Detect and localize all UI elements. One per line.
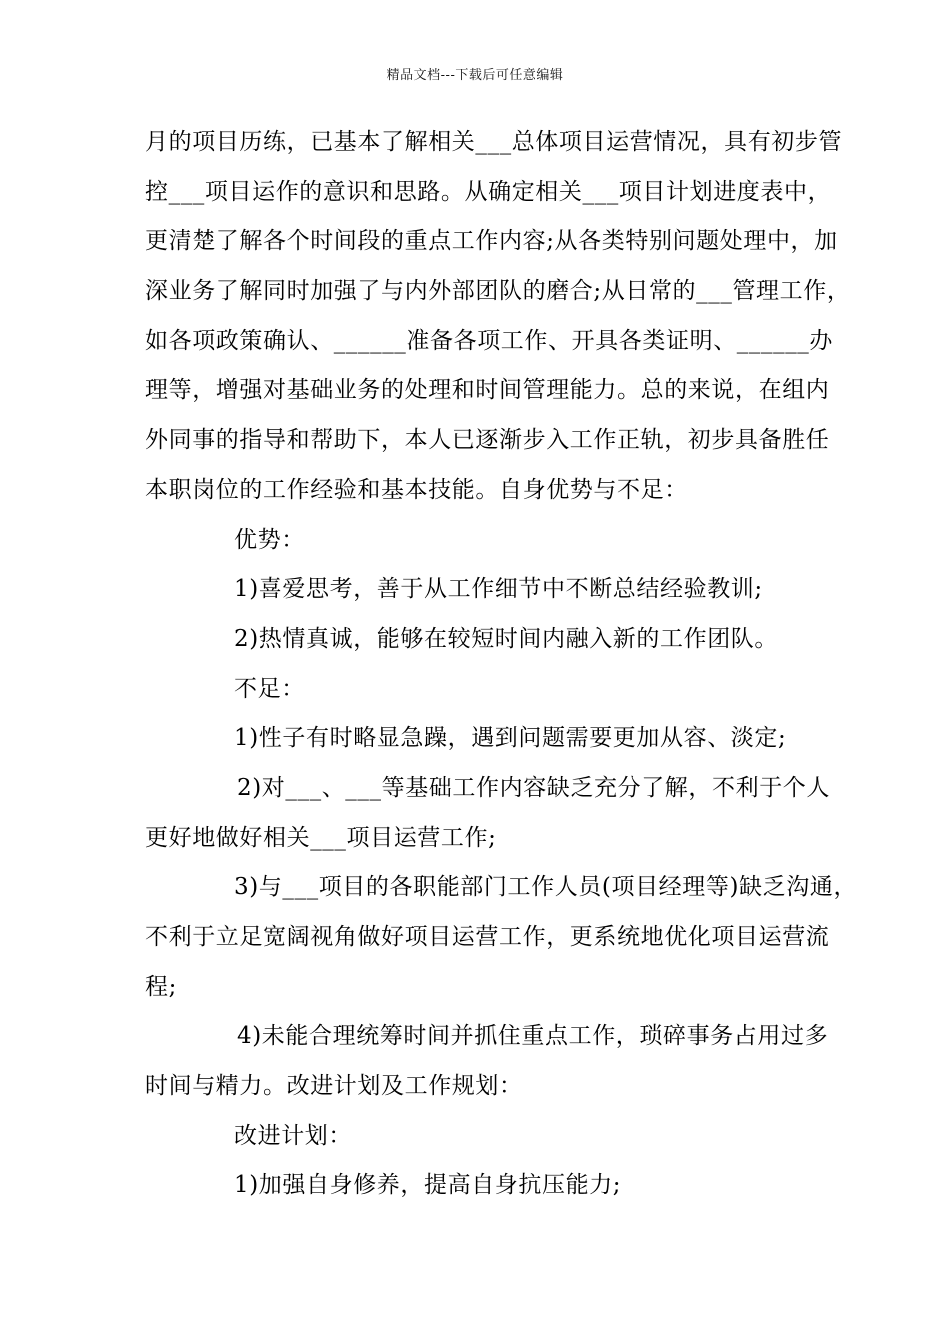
list-item: 2)对___、___等基础工作内容缺乏充分了解，不利于个人 — [237, 774, 831, 801]
list-item: 3)与___项目的各职能部门工作人员(项目经理等)缺乏沟通， — [234, 874, 858, 901]
paragraph-line: 控___项目运作的意识和思路。从确定相关___项目计划进度表中， — [145, 178, 832, 205]
paragraph-line: 理等，增强对基础业务的处理和时间管理能力。总的来说，在组内 — [145, 377, 830, 404]
paragraph-line: 更好地做好相关___项目运营工作; — [145, 824, 497, 851]
paragraph-line: 更清楚了解各个时间段的重点工作内容;从各类特别问题处理中，加 — [145, 228, 838, 255]
paragraph-line: 如各项政策确认、______准备各项工作、开具各类证明、______办 — [145, 327, 833, 354]
document-body — [145, 129, 858, 1223]
paragraph-line: 不利于立足宽阔视角做好项目运营工作，更系统地优化项目运营流 — [145, 924, 830, 950]
section-heading-shortcomings: 不足： — [234, 675, 305, 702]
list-item: 1)性子有时略显急躁，遇到问题需要更加从容、淡定; — [234, 725, 787, 752]
section-heading-improvement-plan: 改进计划： — [234, 1122, 352, 1149]
paragraph-line: 月的项目历练，已基本了解相关___总体项目运营情况，具有初步管 — [145, 129, 843, 155]
paragraph-line: 深业务了解同时加强了与内外部团队的磨合;从日常的___管理工作， — [145, 278, 851, 305]
list-item: 2)热情真诚，能够在较短时间内融入新的工作团队。 — [234, 625, 779, 652]
page-header: 精品文档---下载后可任意编辑 — [386, 68, 564, 83]
paragraph-line: 时间与精力。改进计划及工作规划： — [145, 1073, 523, 1100]
section-heading-advantages: 优势： — [234, 526, 305, 553]
list-item: 1)喜爱思考，善于从工作细节中不断总结经验教训; — [234, 576, 763, 603]
list-item: 4)未能合理统筹时间并抓住重点工作，琐碎事务占用过多 — [237, 1023, 829, 1050]
paragraph-line: 程; — [145, 973, 177, 1000]
list-item: 1)加强自身修养，提高自身抗压能力; — [234, 1172, 622, 1199]
paragraph-line: 本职岗位的工作经验和基本技能。自身优势与不足： — [145, 476, 688, 503]
paragraph-line: 外同事的指导和帮助下，本人已逐渐步入工作正轨，初步具备胜任 — [145, 427, 830, 454]
